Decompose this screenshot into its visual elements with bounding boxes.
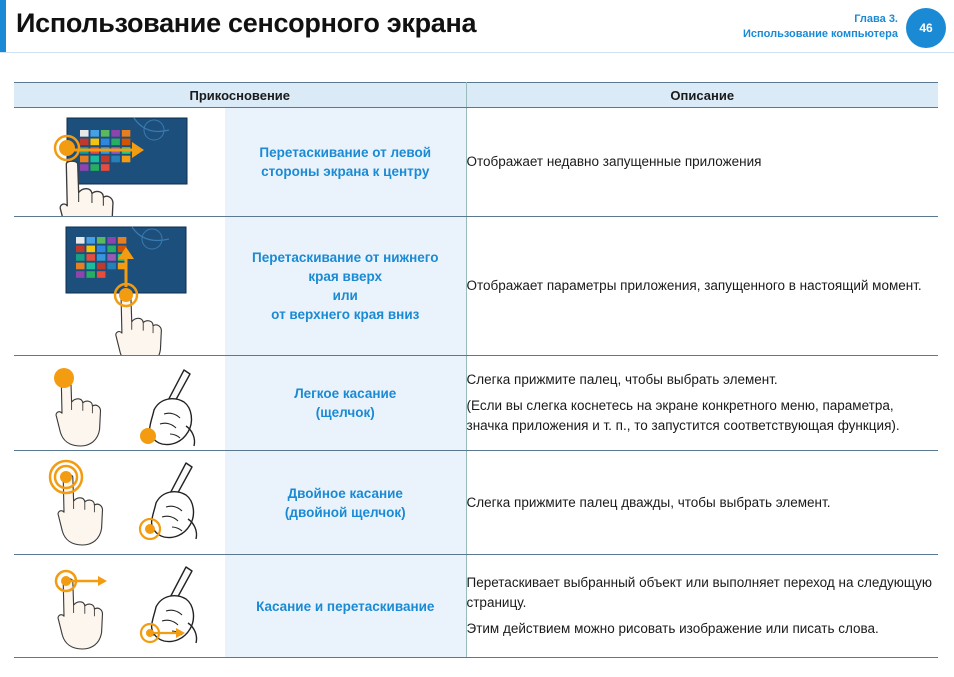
gesture-name-line: стороны экрана к центру — [261, 164, 430, 179]
gesture-description-cell — [466, 555, 938, 658]
table-row — [14, 555, 938, 658]
gesture-description-text: Этим действием можно рисовать изображение или писать слова. — [466, 621, 879, 636]
gesture-illustration-cell — [14, 555, 225, 658]
gesture-illustration-cell — [14, 451, 225, 555]
gesture-description-text: Отображает недавно запущенные приложения — [466, 154, 762, 169]
gesture-name-cell — [225, 451, 466, 555]
gesture-illustration-cell — [14, 356, 225, 451]
gesture-description-cell — [466, 217, 938, 356]
table-header-row — [14, 83, 938, 108]
gesture-description-cell — [466, 108, 938, 217]
gesture-name-line: Легкое касание — [294, 386, 397, 401]
gesture-name-cell — [225, 217, 466, 356]
page-number-badge: 46 — [906, 8, 946, 48]
double-tap-icon — [14, 451, 225, 554]
gesture-name-line: Перетаскивание от нижнего — [252, 250, 439, 265]
gesture-name-line: Перетаскивание от левой — [259, 145, 432, 160]
gesture-name-line: или — [332, 288, 358, 303]
gesture-illustration-cell — [14, 108, 225, 217]
swipe-bottom-edge-icon — [14, 217, 225, 355]
gesture-description-text: Слегка прижмите палец дважды, чтобы выбрать элемент. — [466, 494, 831, 510]
gesture-description-cell — [466, 451, 938, 555]
page-title: Использование сенсорного экрана — [16, 8, 477, 38]
gesture-name-line: от верхнего края вниз — [271, 307, 420, 322]
gesture-name-cell — [225, 356, 466, 451]
tap-icon — [14, 356, 225, 450]
chapter-title: Использование компьютера — [742, 28, 898, 40]
swipe-left-edge-icon — [14, 108, 225, 216]
gesture-name-line: (двойной щелчок) — [284, 504, 406, 520]
gesture-name-line: (щелчок) — [315, 405, 375, 420]
table-row — [14, 108, 938, 217]
table-row — [14, 217, 938, 356]
table-row — [14, 451, 938, 555]
gesture-description-text: Перетаскивает выбранный объект или выполняет переход на следующую страницу. — [466, 575, 932, 610]
gesture-name-line: Касание и перетаскивание — [256, 598, 435, 614]
gesture-description-text: Слегка прижмите палец, чтобы выбрать элемент. — [466, 372, 778, 387]
tap-and-drag-icon — [14, 555, 225, 657]
header-description: Описание — [466, 83, 938, 108]
gesture-illustration-cell — [14, 217, 225, 356]
gesture-name-cell — [225, 108, 466, 217]
gesture-name-line: Двойное касание — [287, 485, 403, 501]
header-touch: Прикосновение — [14, 83, 466, 108]
table-row — [14, 356, 938, 451]
gesture-name-line: края вверх — [308, 269, 383, 284]
chapter-number: Глава 3. — [854, 13, 898, 25]
chapter-accent-bar — [0, 0, 6, 52]
gesture-description-text: Отображает параметры приложения, запущенного в настоящий момент. — [466, 278, 922, 293]
header-divider — [0, 52, 954, 53]
touch-gestures-table — [14, 82, 938, 658]
gesture-name-cell — [225, 555, 466, 658]
gesture-description-cell — [466, 356, 938, 451]
chapter-label — [743, 12, 898, 42]
gesture-description-text: (Если вы слегка коснетесь на экране конкретного меню, параметра, значка приложения и т. п., то запустится соответствующая функция). — [466, 398, 900, 433]
